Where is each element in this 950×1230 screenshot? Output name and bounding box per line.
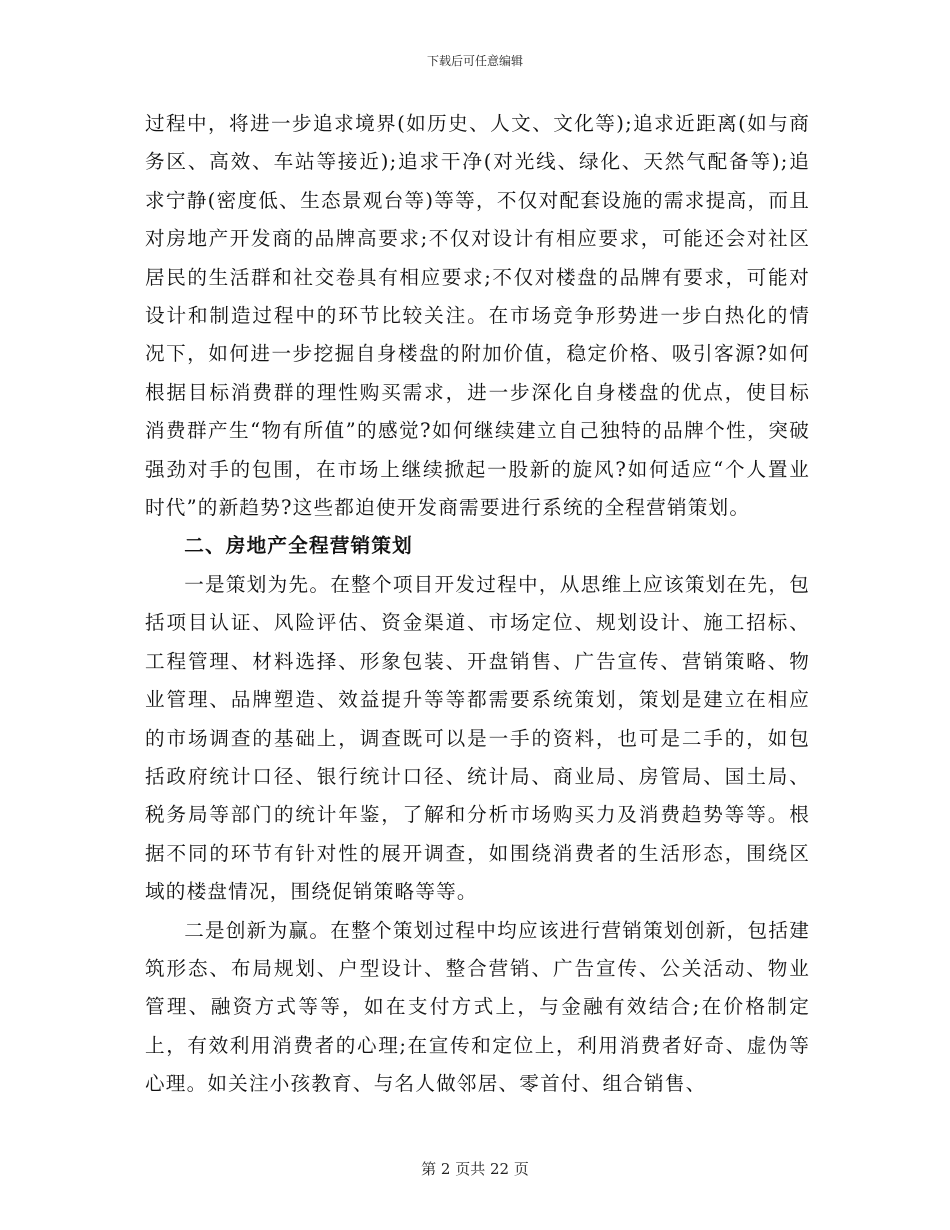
- document-body: [145, 105, 810, 1104]
- paragraph-3: 二是创新为赢。在整个策划过程中均应该进行营销策划创新，包括建筑形态、布局规划、户型设计、整合营销、广告宣传、公关活动、物业管理、融资方式等等，如在支付方式上，与金融有效结合;在价格制定上，有效利用消费者的心理;在宣传和定位上，利用消费者好奇、虚伪等心理。如关注小孩教育、与名人做邻居、零首付、组合销售、: [145, 918, 810, 1096]
- paragraph-1: 过程中，将进一步追求境界(如历史、人文、文化等);追求近距离(如与商务区、高效、车站等接近);追求干净(对光线、绿化、天然气配备等);追求宁静(密度低、生态景观台等)等等，不仅对配套设施的需求提高，而且对房地产开发商的品牌高要求;不仅对设计有相应要求，可能还会对社区居民的生活群和社交卷具有相应要求;不仅对楼盘的品牌有要求，可能对设计和制造过程中的环节比较关注。在市场竞争形势进一步白热化的情况下，如何进一步挖掘自身楼盘的附加价值，稳定价格、吸引客源?如何根据目标消费群的理性购买需求，进一步深化自身楼盘的优点，使目标消费群产生“物有所值”的感觉?如何继续建立自己独特的品牌个性，突破强劲对手的包围，在市场上继续掀起一股新的旋风?如何适应“个人置业时代”的新趋势?这些都迫使开发商需要进行系统的全程营销策划。: [145, 112, 810, 520]
- paragraph-2: 一是策划为先。在整个项目开发过程中，从思维上应该策划在先，包括项目认证、风险评估、资金渠道、市场定位、规划设计、施工招标、工程管理、材料选择、形象包装、开盘销售、广告宣传、营销策略、物业管理、品牌塑造、效益提升等等都需要系统策划，策划是建立在相应的市场调查的基础上，调查既可以是一手的资料，也可是二手的，如包括政府统计口径、银行统计口径、统计局、商业局、房管局、国土局、税务局等部门的统计年鉴，了解和分析市场购买力及消费趋势等等。根据不同的环节有针对性的展开调查，如围绕消费者的生活形态，围绕区域的楼盘情况，围绕促销策略等等。: [145, 572, 810, 904]
- page-header: 下载后可任意编辑: [426, 54, 523, 68]
- section-heading: 二、房地产全程营销策划: [184, 534, 413, 558]
- page-footer: 第 2 页共 22 页: [421, 1160, 529, 1178]
